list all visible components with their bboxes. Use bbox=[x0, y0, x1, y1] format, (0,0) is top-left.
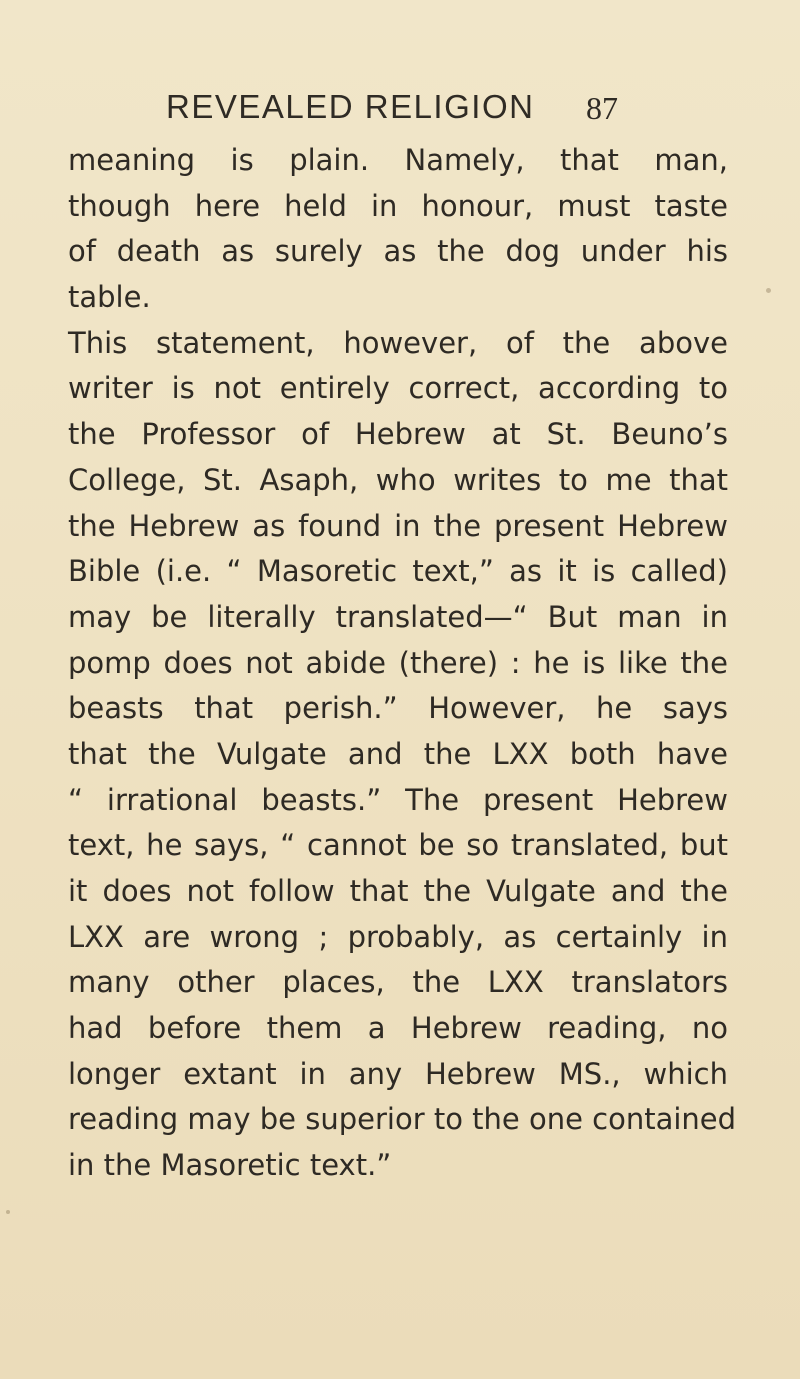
text-line: reading may be superior to the one contained bbox=[68, 1102, 737, 1137]
text-line: Bible (i.e. “ Masoretic text,” as it is called) bbox=[68, 554, 728, 589]
text-line: in the Masoretic text.” bbox=[68, 1148, 392, 1183]
text-line: pomp does not abide (there) : he is like the bbox=[68, 645, 728, 680]
text-line: the Hebrew as found in the present Hebrew bbox=[68, 508, 728, 543]
text-line: meaning is plain. Namely, that man, bbox=[68, 143, 728, 177]
text-line: “ irrational beasts.” The present Hebrew bbox=[68, 782, 728, 817]
text-line: text, he says, “ cannot be so translated, but bbox=[68, 828, 728, 863]
body-text bbox=[68, 138, 737, 1189]
paper-speck bbox=[766, 288, 771, 293]
text-line: College, St. Asaph, who writes to me that bbox=[68, 462, 728, 497]
text-line: may be literally translated—“ But man in bbox=[68, 599, 728, 634]
text-line: beasts that perish.” However, he says bbox=[68, 691, 728, 726]
text-line: had before them a Hebrew reading, no bbox=[68, 1011, 728, 1046]
text-line: table. bbox=[68, 280, 151, 315]
text-line: of death as surely as the dog under his bbox=[68, 234, 728, 269]
text-line: it does not follow that the Vulgate and the bbox=[68, 874, 728, 908]
text-line: writer is not entirely correct, according to bbox=[68, 371, 728, 406]
text-line: This statement, however, of the above bbox=[68, 325, 728, 360]
text-line: many other places, the LXX translators bbox=[68, 965, 728, 1000]
text-line: longer extant in any Hebrew MS., which bbox=[68, 1056, 728, 1091]
text-line: LXX are wrong ; probably, as certainly in bbox=[68, 919, 728, 954]
text-line: though here held in honour, must taste bbox=[68, 188, 728, 223]
text-line: the Professor of Hebrew at St. Beuno’s bbox=[68, 417, 728, 452]
page-number: 87 bbox=[586, 90, 618, 126]
running-title: REVEALED RELIGION bbox=[166, 88, 535, 125]
paper-speck bbox=[6, 1210, 10, 1214]
text-line: that the Vulgate and the LXX both have bbox=[68, 736, 728, 771]
running-header bbox=[0, 88, 800, 138]
